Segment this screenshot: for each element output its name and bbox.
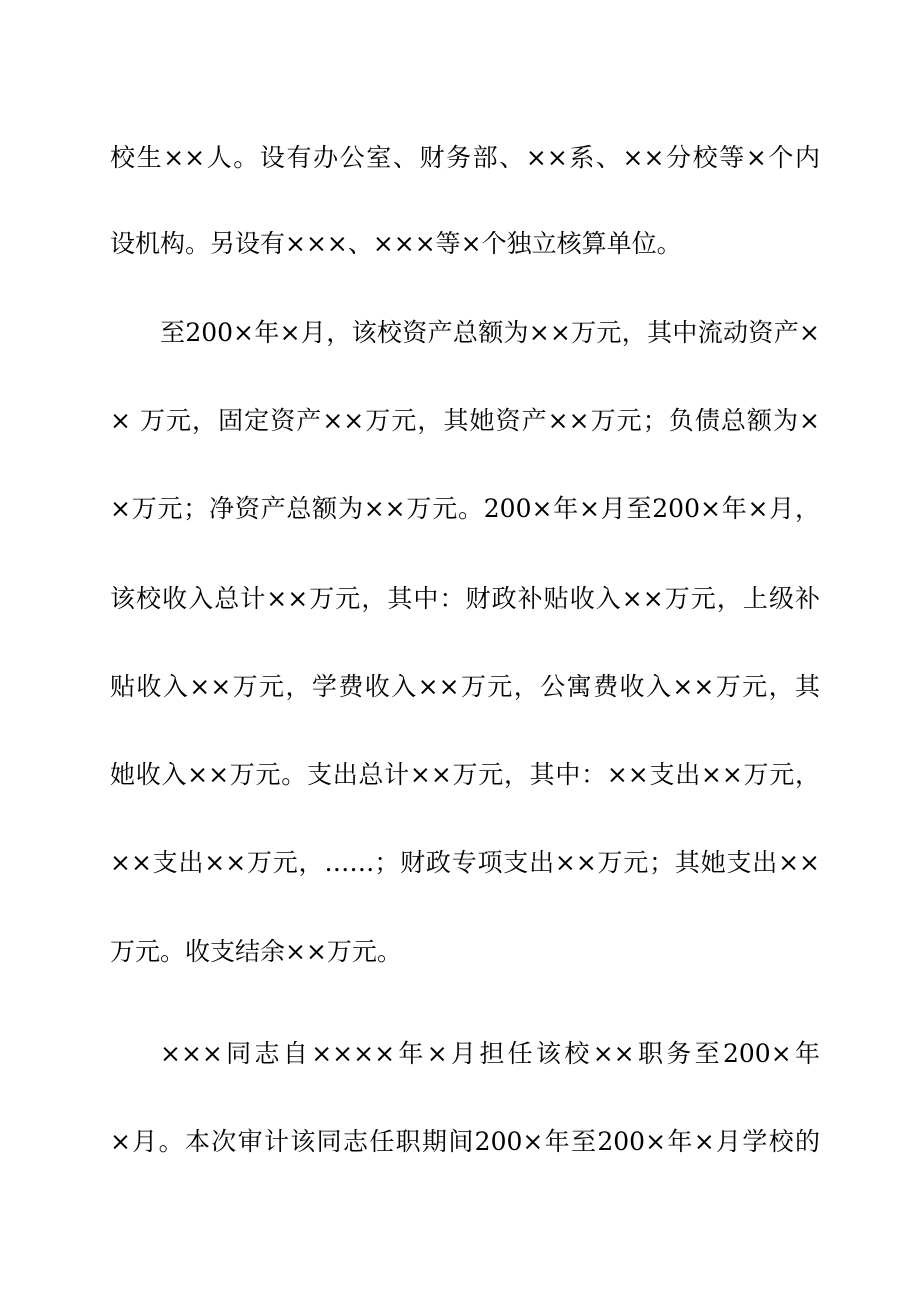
paragraph-2-line-3: ×万元；净资产总额为××万元。200×年×月至200×年×月， <box>110 494 820 523</box>
paragraph-3-line-1: ×××同志自××××年×月担任该校××职务至200×年 <box>160 1039 820 1068</box>
paragraph-2-line-4: 该校收入总计××万元，其中：财政补贴收入××万元，上级补 <box>110 584 820 613</box>
paragraph-2-line-2: × 万元，固定资产××万元，其她资产××万元；负债总额为× <box>110 406 820 435</box>
paragraph-2-line-5: 贴收入××万元，学费收入××万元，公寓费收入××万元，其 <box>110 672 820 701</box>
paragraph-2-line-1: 至200×年×月，该校资产总额为××万元，其中流动资产× <box>160 318 820 347</box>
paragraph-1-line-1: 校生××人。设有办公室、财务部、××系、××分校等×个内 <box>110 143 820 172</box>
paragraph-1-line-2: 设机构。另设有×××、×××等×个独立核算单位。 <box>110 229 682 258</box>
paragraph-2-line-7: ××支出××万元，……；财政专项支出××万元；其她支出×× <box>110 848 820 877</box>
paragraph-3-line-2: ×月。本次审计该同志任职期间200×年至200×年×月学校的 <box>110 1127 820 1156</box>
paragraph-2-line-8: 万元。收支结余××万元。 <box>110 937 402 966</box>
paragraph-2-line-6: 她收入××万元。支出总计××万元，其中：××支出××万元， <box>110 760 820 789</box>
